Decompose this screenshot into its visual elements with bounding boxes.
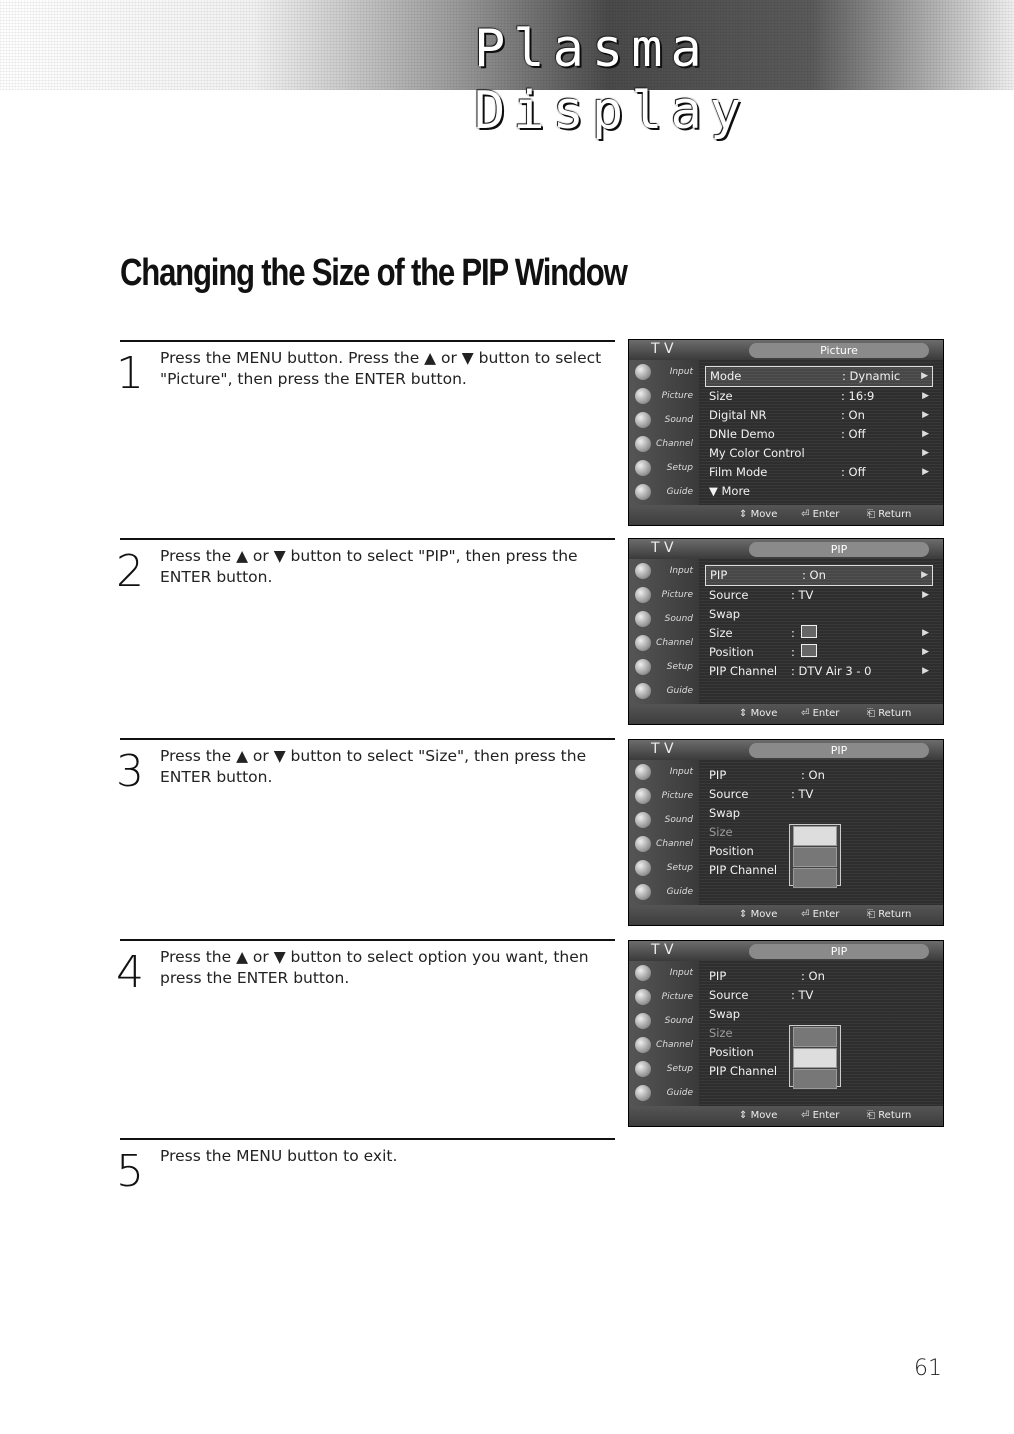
step-text: Press the ▲ or ▼ button to select "Size", then press the ENTER button. bbox=[160, 747, 587, 786]
osd-footer-enter: ⏎ Enter bbox=[801, 509, 840, 520]
osd-footer-return: ⎗ Return bbox=[867, 708, 912, 719]
right-arrow-icon: ▶ bbox=[921, 371, 928, 381]
page-title: Changing the Size of the PIP Window bbox=[120, 252, 627, 294]
size-option-small[interactable] bbox=[793, 847, 837, 867]
input-icon bbox=[635, 764, 651, 780]
osd-sidebar-item: Guide bbox=[629, 679, 699, 703]
right-arrow-icon: ▶ bbox=[922, 590, 929, 600]
osd-tv-label: T V bbox=[651, 540, 674, 556]
osd-sidebar-item: Channel bbox=[629, 832, 699, 856]
channel-icon bbox=[635, 436, 651, 452]
osd-footer-enter: ⏎ Enter bbox=[801, 909, 840, 920]
size-option-list[interactable] bbox=[789, 1025, 841, 1087]
osd-menu-row: DNIe Demo : Off ▶ bbox=[705, 425, 933, 444]
osd-sidebar-item: Input bbox=[629, 360, 699, 384]
step-1 bbox=[116, 340, 615, 399]
size-option-large[interactable] bbox=[793, 1027, 837, 1047]
right-arrow-icon: ▶ bbox=[922, 429, 929, 439]
step-text: Press the ▲ or ▼ button to select option you want, then press the ENTER button. bbox=[160, 948, 589, 987]
channel-icon bbox=[635, 635, 651, 651]
channel-icon bbox=[635, 836, 651, 852]
page-number: 61 bbox=[914, 1356, 942, 1381]
sound-icon bbox=[635, 611, 651, 627]
osd-footer bbox=[629, 905, 943, 925]
osd-footer-return: ⎗ Return bbox=[867, 909, 912, 920]
header-banner bbox=[0, 0, 1014, 141]
osd-sidebar-item: Setup bbox=[629, 856, 699, 880]
osd-sidebar-item: Setup bbox=[629, 1057, 699, 1081]
step-number: 2 bbox=[116, 546, 144, 597]
osd-tv-label: T V bbox=[651, 942, 674, 958]
pip-size-icon bbox=[801, 625, 817, 638]
banner-title: Plasma Display bbox=[474, 19, 750, 141]
step-text: Press the MENU button. Press the ▲ or ▼ button to select "Picture", then press the ENTER button. bbox=[160, 349, 602, 388]
osd-sidebar-item: Sound bbox=[629, 607, 699, 631]
step-4 bbox=[116, 939, 615, 998]
right-arrow-icon: ▶ bbox=[922, 467, 929, 477]
input-icon bbox=[635, 563, 651, 579]
guide-icon bbox=[635, 884, 651, 900]
osd-menu-row: PIP : On bbox=[709, 969, 825, 983]
osd-sidebar-item: Input bbox=[629, 559, 699, 583]
osd-sidebar-item: Picture bbox=[629, 784, 699, 808]
guide-icon bbox=[635, 683, 651, 699]
osd-menu-row: Position : ▶ bbox=[705, 643, 933, 662]
step-5 bbox=[116, 1138, 615, 1197]
osd-sidebar-item: Input bbox=[629, 760, 699, 784]
osd-sidebar bbox=[629, 961, 699, 1106]
right-arrow-icon: ▶ bbox=[922, 666, 929, 676]
osd-menu-title: PIP bbox=[749, 743, 929, 758]
osd-sidebar-item: Channel bbox=[629, 1033, 699, 1057]
osd-menu-row: Swap bbox=[709, 806, 741, 820]
osd-menu-row: Position bbox=[709, 1045, 754, 1059]
right-arrow-icon: ▶ bbox=[922, 391, 929, 401]
osd-menu-row: Source : TV ▶ bbox=[705, 586, 933, 605]
osd-menu-row: Source : TV bbox=[709, 787, 814, 801]
osd-menu-row: Digital NR : On ▶ bbox=[705, 406, 933, 425]
osd-sidebar-item: Guide bbox=[629, 1081, 699, 1105]
osd-screen-pip-size-select bbox=[628, 940, 944, 1127]
osd-footer-move: ⇕ Move bbox=[739, 509, 778, 520]
osd-sidebar-item: Sound bbox=[629, 1009, 699, 1033]
size-option-double[interactable] bbox=[793, 868, 837, 888]
osd-footer-move: ⇕ Move bbox=[739, 708, 778, 719]
osd-footer bbox=[629, 1106, 943, 1126]
input-icon bbox=[635, 965, 651, 981]
sound-icon bbox=[635, 412, 651, 428]
size-option-double[interactable] bbox=[793, 1069, 837, 1089]
osd-sidebar-item: Picture bbox=[629, 985, 699, 1009]
osd-sidebar-item: Picture bbox=[629, 384, 699, 408]
right-arrow-icon: ▶ bbox=[922, 628, 929, 638]
osd-header bbox=[629, 740, 943, 760]
step-text: Press the MENU button to exit. bbox=[160, 1147, 398, 1165]
pip-position-icon bbox=[801, 644, 817, 657]
step-number: 4 bbox=[116, 947, 144, 998]
osd-sidebar-item: Setup bbox=[629, 456, 699, 480]
step-2 bbox=[116, 538, 615, 597]
osd-menu-row: PIP : On bbox=[709, 768, 825, 782]
guide-icon bbox=[635, 484, 651, 500]
size-option-large[interactable] bbox=[793, 826, 837, 846]
right-arrow-icon: ▶ bbox=[922, 448, 929, 458]
right-arrow-icon: ▶ bbox=[922, 647, 929, 657]
size-option-small[interactable] bbox=[793, 1048, 837, 1068]
osd-menu-row: PIP Channel : DTV Air 3 - 0 ▶ bbox=[705, 662, 933, 681]
osd-menu-row: Source : TV bbox=[709, 988, 814, 1002]
osd-header bbox=[629, 941, 943, 961]
osd-menu-title: Picture bbox=[749, 343, 929, 358]
osd-tv-label: T V bbox=[651, 341, 674, 357]
osd-footer-move: ⇕ Move bbox=[739, 1110, 778, 1121]
osd-menu-row: Mode : Dynamic ▶ bbox=[705, 366, 933, 387]
osd-menu-row: ▼ More bbox=[709, 484, 751, 498]
osd-menu-row: Size bbox=[709, 1026, 733, 1040]
osd-menu-row: Film Mode : Off ▶ bbox=[705, 463, 933, 482]
osd-menu-row: PIP Channel bbox=[709, 863, 778, 877]
osd-menu-row: Swap bbox=[709, 1007, 741, 1021]
osd-sidebar-item: Guide bbox=[629, 880, 699, 904]
right-arrow-icon: ▶ bbox=[922, 410, 929, 420]
osd-menu-row: PIP : On ▶ bbox=[705, 565, 933, 586]
osd-footer-return: ⎗ Return bbox=[867, 509, 912, 520]
osd-menu-row: My Color Control ▶ bbox=[705, 444, 933, 463]
osd-sidebar-item: Setup bbox=[629, 655, 699, 679]
osd-menu-row: Size : 16:9 ▶ bbox=[705, 387, 933, 406]
step-number: 3 bbox=[116, 746, 144, 797]
setup-icon bbox=[635, 659, 651, 675]
osd-menu-title: PIP bbox=[749, 944, 929, 959]
osd-menu-list bbox=[705, 565, 933, 681]
setup-icon bbox=[635, 460, 651, 476]
osd-footer-return: ⎗ Return bbox=[867, 1110, 912, 1121]
picture-icon bbox=[635, 788, 651, 804]
guide-icon bbox=[635, 1085, 651, 1101]
osd-menu-title: PIP bbox=[749, 542, 929, 557]
osd-footer-enter: ⏎ Enter bbox=[801, 708, 840, 719]
input-icon bbox=[635, 364, 651, 380]
osd-menu-row: Size bbox=[709, 825, 733, 839]
sound-icon bbox=[635, 812, 651, 828]
size-option-list[interactable] bbox=[789, 824, 841, 886]
osd-screen-picture bbox=[628, 339, 944, 526]
osd-menu-row: Size : ▶ bbox=[705, 624, 933, 643]
osd-menu-row: Swap bbox=[709, 607, 741, 621]
osd-header bbox=[629, 340, 943, 360]
step-3 bbox=[116, 738, 615, 797]
setup-icon bbox=[635, 860, 651, 876]
osd-menu-row: Position bbox=[709, 844, 754, 858]
osd-sidebar bbox=[629, 760, 699, 905]
osd-sidebar-item: Guide bbox=[629, 480, 699, 504]
osd-sidebar-item: Picture bbox=[629, 583, 699, 607]
osd-sidebar-item: Channel bbox=[629, 432, 699, 456]
osd-sidebar-item: Sound bbox=[629, 408, 699, 432]
picture-icon bbox=[635, 388, 651, 404]
setup-icon bbox=[635, 1061, 651, 1077]
osd-menu-list bbox=[705, 366, 933, 501]
picture-icon bbox=[635, 989, 651, 1005]
osd-sidebar bbox=[629, 360, 699, 505]
osd-menu-row: PIP Channel bbox=[709, 1064, 778, 1078]
step-text: Press the ▲ or ▼ button to select "PIP", then press the ENTER button. bbox=[160, 547, 578, 586]
picture-icon bbox=[635, 587, 651, 603]
osd-footer-move: ⇕ Move bbox=[739, 909, 778, 920]
osd-screen-pip-size bbox=[628, 739, 944, 926]
step-number: 5 bbox=[116, 1146, 144, 1197]
osd-sidebar-item: Input bbox=[629, 961, 699, 985]
osd-footer bbox=[629, 704, 943, 724]
osd-footer-enter: ⏎ Enter bbox=[801, 1110, 840, 1121]
osd-sidebar-item: Channel bbox=[629, 631, 699, 655]
osd-footer bbox=[629, 505, 943, 525]
sound-icon bbox=[635, 1013, 651, 1029]
right-arrow-icon: ▶ bbox=[921, 570, 928, 580]
osd-sidebar-item: Sound bbox=[629, 808, 699, 832]
osd-tv-label: T V bbox=[651, 741, 674, 757]
osd-sidebar bbox=[629, 559, 699, 704]
osd-header bbox=[629, 539, 943, 559]
channel-icon bbox=[635, 1037, 651, 1053]
step-number: 1 bbox=[116, 348, 144, 399]
osd-screen-pip bbox=[628, 538, 944, 725]
